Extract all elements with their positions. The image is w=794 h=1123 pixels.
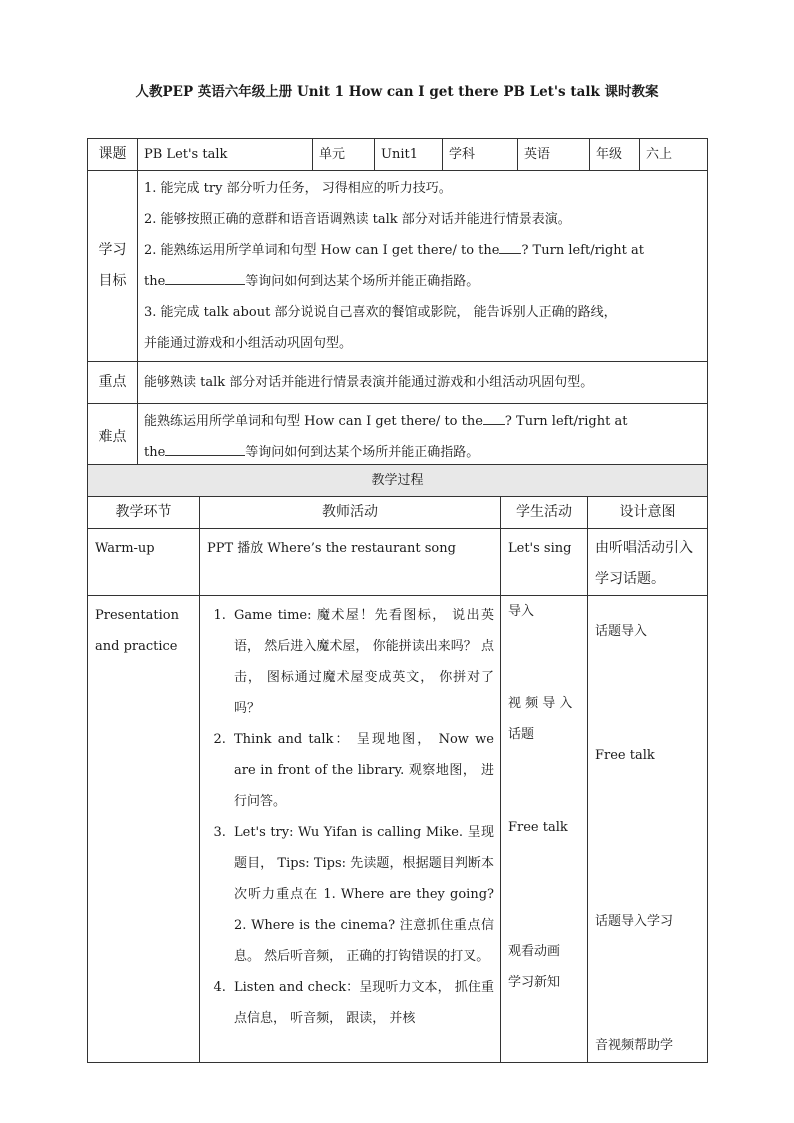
difficulty-line: the 等询问如何到达某个场所并能正确指路。 (144, 437, 701, 468)
intent-note: 音视频帮助学 (595, 1038, 674, 1053)
teaching-process-table (87, 464, 708, 1063)
header-stage: 教学环节 (88, 497, 200, 529)
subject-value: 英语 (518, 139, 590, 171)
step-item: 3. Let's try: Wu Yifan is calling Mike. 呈现题目， Tips: Tips: 先读题，根据题目判断本次听力重点在 1. Where are they going? 2. Where is the cinema? 注意抓住重点信息。 然后听音频， 正确的打钩错误的打叉。 (230, 817, 494, 972)
step-item: 2. Think and talk： 呈现地图， Now we are in front of the library. 观察地图， 进行问答。 (230, 724, 494, 817)
objective-line: the 等询问如何到达某个场所并能正确指路。 (144, 266, 701, 297)
warmup-teacher: PPT 播放 Where’s the restaurant song (200, 529, 501, 596)
stage-line: Presentation (95, 608, 179, 623)
topic-value: PB Let's talk (138, 139, 313, 171)
unit-label: 单元 (313, 139, 375, 171)
grade-label: 年级 (590, 139, 640, 171)
student-note: 学习新知 (508, 975, 561, 990)
page-title: 人教PEP 英语六年级上册 Unit 1 How can I get there PB Let's talk 课时教案 (135, 84, 659, 100)
step-item: 4. Listen and check：呈现听力文本， 抓住重点信息， 听音频， 跟读， 并核 (230, 972, 494, 1034)
header-student: 学生活动 (501, 497, 588, 529)
topic-label: 课题 (88, 139, 138, 171)
unit-value: Unit1 (375, 139, 443, 171)
process-band: 教学过程 (88, 465, 708, 497)
presentation-stage (88, 596, 200, 1063)
student-note: 观看动画 (508, 944, 561, 959)
intent-note: Free talk (595, 748, 655, 763)
student-note: 视 频 导 入 (508, 696, 573, 711)
presentation-teacher (200, 596, 501, 1063)
objective-line: 1. 能完成 try 部分听力任务， 习得相应的听力技巧。 (144, 181, 452, 196)
warmup-stage: Warm-up (88, 529, 200, 596)
step-item: 1. Game time: 魔术屋！先看图标， 说出英语， 然后进入魔术屋， 你能拼读出来吗？ 点击， 图标通过魔术屋变成英文， 你拼对了吗？ (230, 600, 494, 724)
presentation-intent (588, 596, 708, 1063)
objective-line: 3. 能完成 talk about 部分说说自己喜欢的餐馆或影院， 能告诉别人正确的路线， (144, 305, 617, 320)
student-note: 导入 (508, 604, 535, 619)
student-note: Free talk (508, 820, 568, 835)
difficulty-content (138, 404, 708, 471)
objective-line: 2. 能熟练运用所学单词和句型 How can I get there/ to the ? Turn left/right at (144, 235, 701, 266)
student-note: 话题 (508, 727, 535, 742)
key-point-label: 重点 (88, 362, 138, 404)
objectives-content (138, 171, 708, 362)
stage-line: and practice (95, 639, 178, 654)
objective-line: 2. 能够按照正确的意群和语音语调熟读 talk 部分对话并能进行情景表演。 (144, 212, 571, 227)
header-teacher: 教师活动 (200, 497, 501, 529)
objectives-label-line2: 目标 (98, 273, 127, 289)
grade-value: 六上 (640, 139, 708, 171)
key-point-text: 能够熟读 talk 部分对话并能进行情景表演并能通过游戏和小组活动巩固句型。 (138, 362, 708, 404)
objective-line: 并能通过游戏和小组活动巩固句型。 (144, 336, 353, 351)
lesson-info-table (87, 138, 708, 471)
warmup-intent: 由听唱活动引入学习话题。 (588, 529, 708, 596)
objectives-label-line1: 学习 (98, 242, 127, 258)
header-intent: 设计意图 (588, 497, 708, 529)
objectives-label (88, 171, 138, 362)
intent-note: 话题导入学习 (595, 914, 674, 929)
difficulty-line: 能熟练运用所学单词和句型 How can I get there/ to the ? Turn left/right at (144, 406, 701, 437)
presentation-student (501, 596, 588, 1063)
intent-note: 话题导入 (595, 624, 648, 639)
difficulty-label: 难点 (88, 404, 138, 471)
warmup-student: Let's sing (501, 529, 588, 596)
subject-label: 学科 (443, 139, 518, 171)
